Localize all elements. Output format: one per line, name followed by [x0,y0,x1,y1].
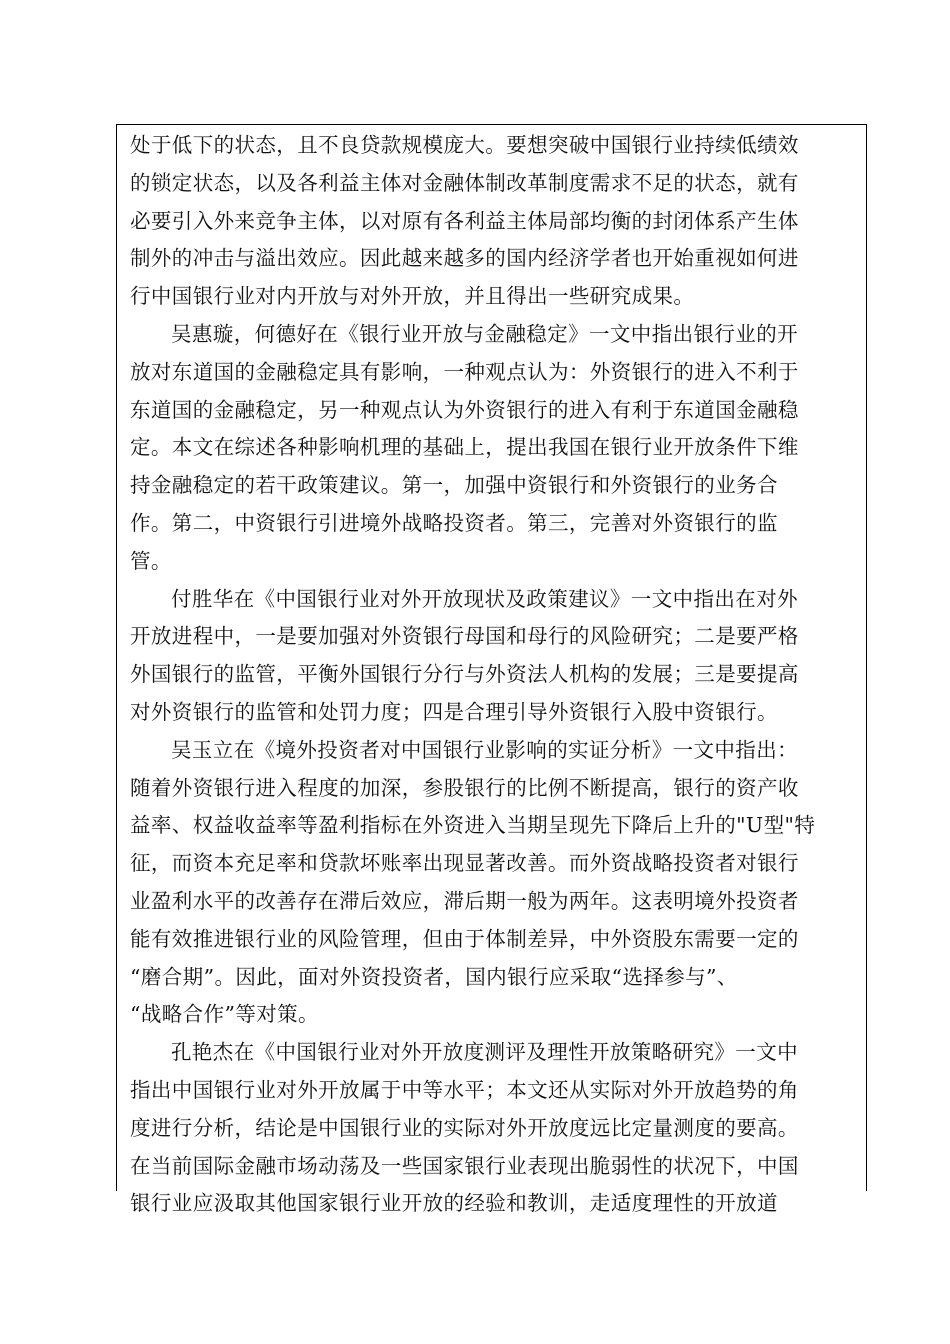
text-line: 作。第二，中资银行引进境外战略投资者。第三，完善对外资银行的监 [130,510,778,535]
text-line: 持金融稳定的若干政策建议。第一，加强中资银行和外资银行的业务合 [130,473,778,498]
text-line: 东道国的金融稳定，另一种观点认为外资银行的进入有利于东道国金融稳 [130,397,799,422]
text-line: 处于低下的状态，且不良贷款规模庞大。要想突破中国银行业持续低绩效 [130,133,799,157]
paragraph-first-line: 孔艳杰在《中国银行业对外开放度测评及理性开放策略研究》一文中 [171,1040,798,1065]
text-line: 能有效推进银行业的风险管理，但由于体制差异，中外资股东需要一定的 [130,926,799,951]
text-line: 银行业应汲取其他国家银行业开放的经验和教训，走适度理性的开放道 [130,1191,778,1216]
text-line: “磨合期”。因此，面对外资投资者，国内银行应采取“选择参与”、 [130,964,738,989]
text-line: 行中国银行业对内开放与对外开放，并且得出一些研究成果。 [130,284,695,309]
text-line: 度进行分析，结论是中国银行业的实际对外开放度远比定量测度的要高。 [130,1115,799,1140]
text-line: “战略合作”等对策。 [130,1002,319,1027]
paragraph-first-line: 付胜华在《中国银行业对外开放现状及政策建议》一文中指出在对外 [171,586,798,611]
text-line: 必要引入外来竞争主体，以对原有各利益主体局部均衡的封闭体系产生体 [130,208,799,233]
text-line: 业盈利水平的改善存在滞后效应，滞后期一般为两年。这表明境外投资者 [130,888,799,913]
text-line: 的锁定状态，以及各利益主体对金融体制改革制度需求不足的状态，就有 [130,170,799,195]
text-line: 外国银行的监管，平衡外国银行分行与外资法人机构的发展；三是要提高 [130,662,799,687]
body-text [117,125,866,1223]
text-line: 制外的冲击与溢出效应。因此越来越多的国内经济学者也开始重视如何进 [130,246,799,271]
paragraph-first-line: 吴惠璇，何德好在《银行业开放与金融稳定》一文中指出银行业的开 [171,321,798,346]
text-line: 开放进程中，一是要加强对外资银行母国和母行的风险研究；二是要严格 [130,624,799,649]
text-line: 放对东道国的金融稳定具有影响，一种观点认为：外资银行的进入不利于 [130,359,799,384]
text-line: 指出中国银行业对外开放属于中等水平；本文还从实际对外开放趋势的角 [130,1077,799,1102]
text-line: 在当前国际金融市场动荡及一些国家银行业表现出脆弱性的状况下，中国 [130,1153,799,1178]
text-line: 管。 [130,548,172,573]
text-line: 征，而资本充足率和贷款坏账率出现显著改善。而外资战略投资者对银行 [130,851,799,876]
document-frame [116,124,867,1216]
text-line: 随着外资银行进入程度的加深，参股银行的比例不断提高，银行的资产收 [130,775,799,800]
text-line: 对外资银行的监管和处罚力度；四是合理引导外资银行入股中资银行。 [130,699,778,724]
text-line: 益率、权益收益率等盈利指标在外资进入当期呈现先下降后上升的"U型"特 [130,813,816,838]
text-line: 定。本文在综述各种影响机理的基础上，提出我国在银行业开放条件下维 [130,435,799,460]
paragraph-first-line: 吴玉立在《境外投资者对中国银行业影响的实证分析》一文中指出： [171,737,798,762]
